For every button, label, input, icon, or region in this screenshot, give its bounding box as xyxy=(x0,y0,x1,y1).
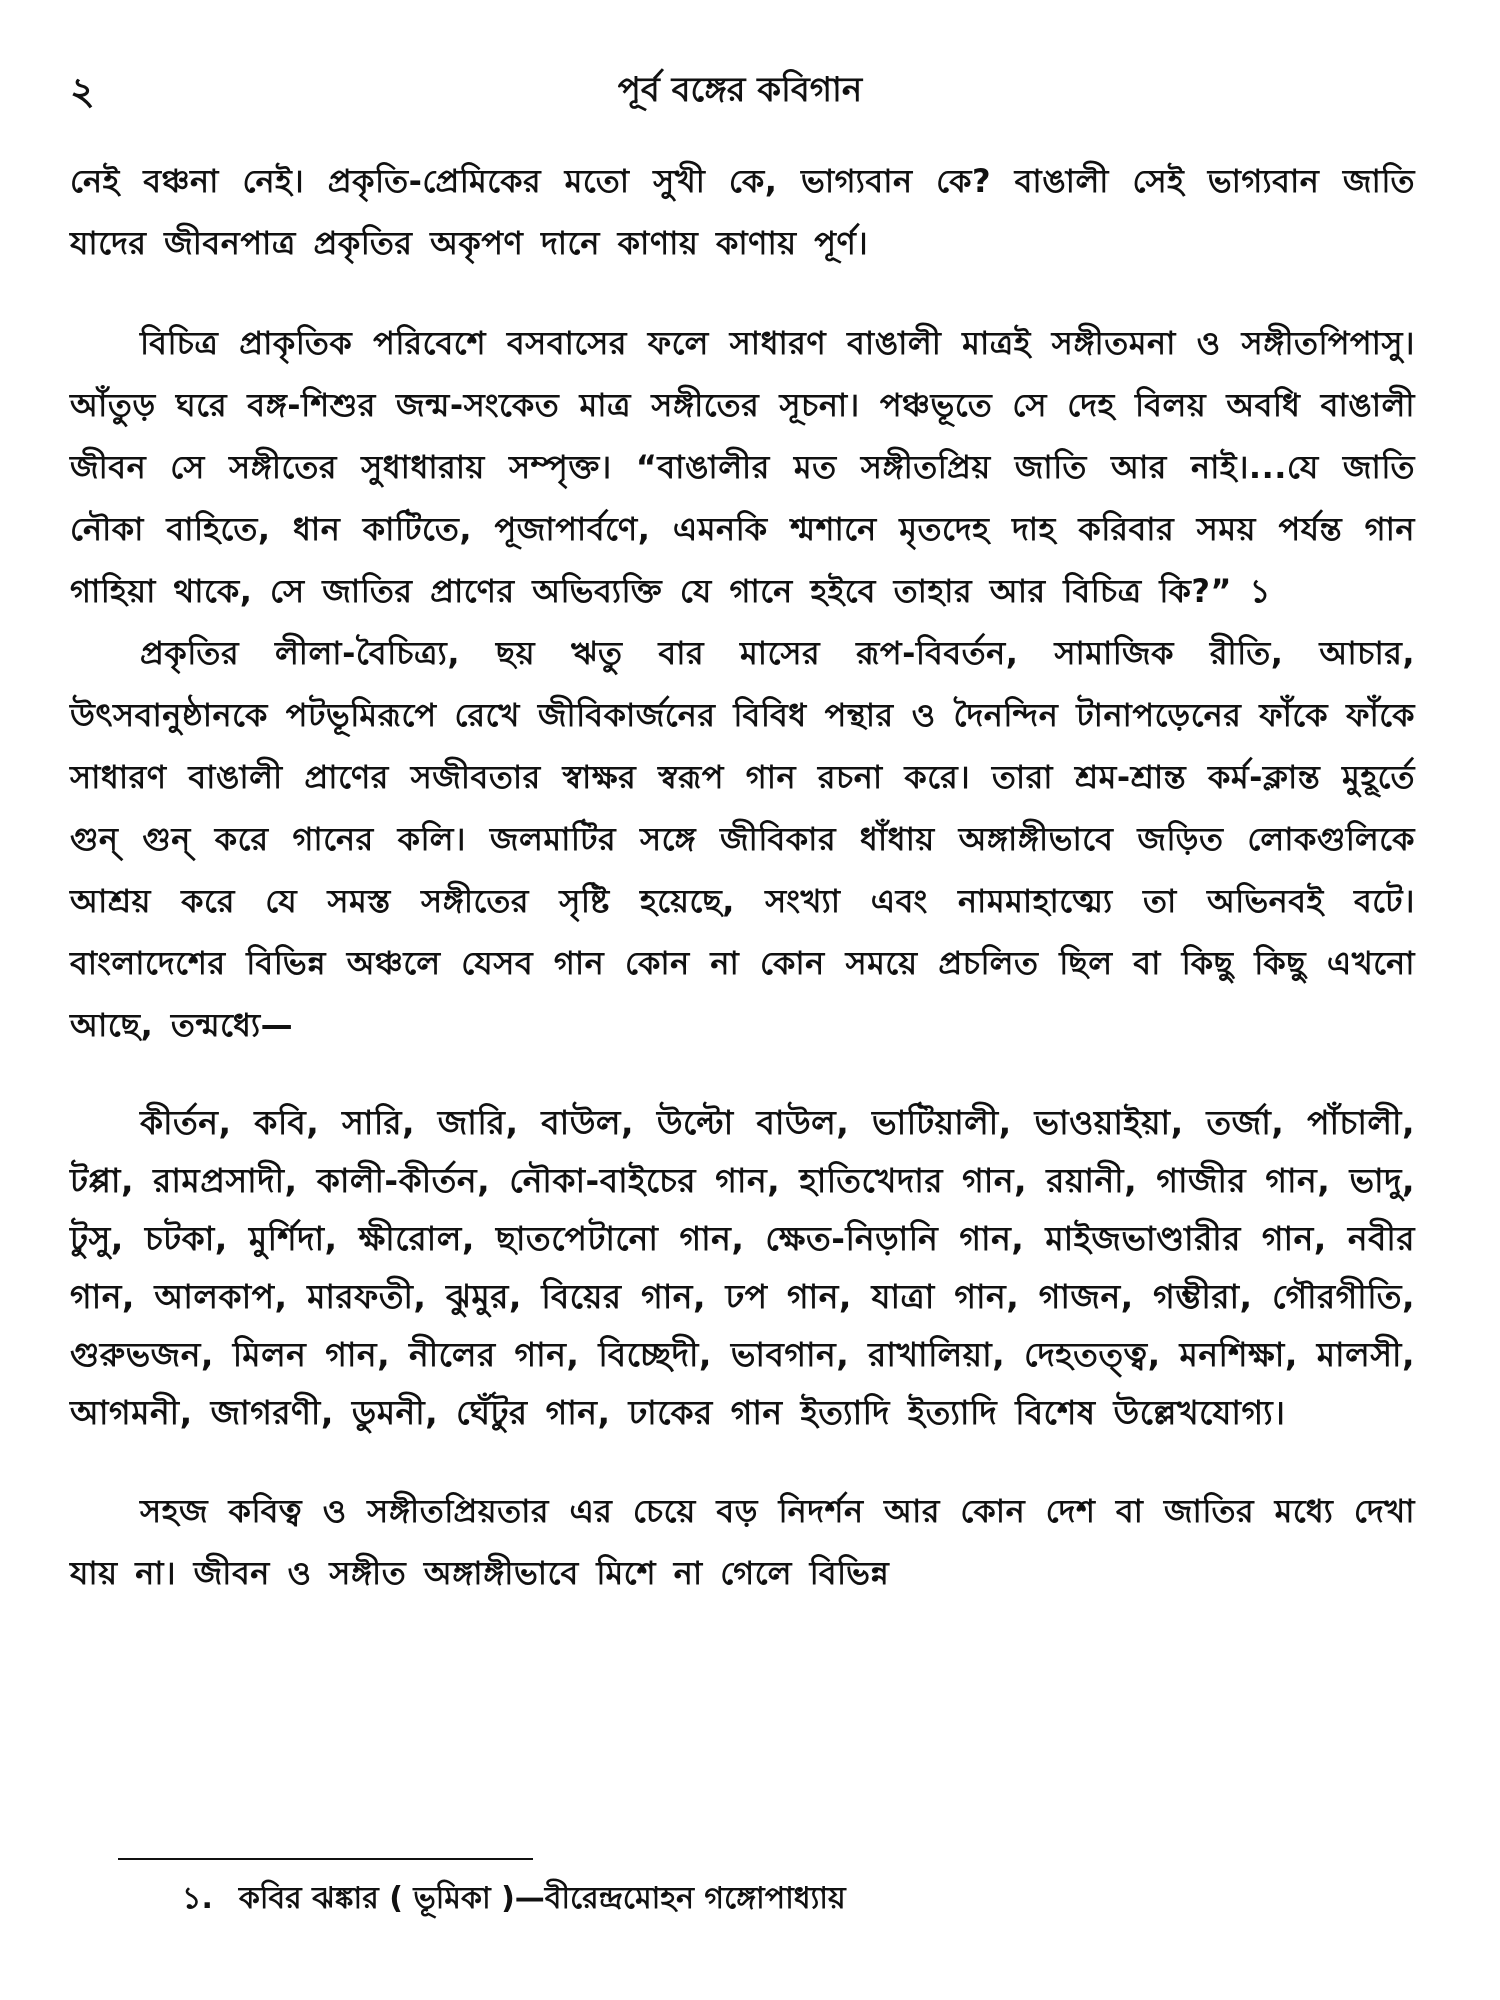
body-text xyxy=(70,150,1415,1604)
footnote-text: কবির ঝঙ্কার ( ভূমিকা )—বীরেন্দ্রমোহন গঙ্গোপাধ্যায় xyxy=(238,1881,846,1916)
running-title: পূর্ব বঙ্গের কবিগান xyxy=(617,70,863,110)
footnote-number: ১. xyxy=(182,1881,213,1916)
paragraph-3: প্রকৃতির লীলা-বৈচিত্র্য, ছয় ঋতু বার মাসের রূপ-বিবর্তন, সামাজিক রীতি, আচার, উৎসবানুষ্ঠানকে পটভূমিরূপে রেখে জীবিকার্জনের বিবিধ পন্থার ও দৈনন্দিন টানাপড়েনের ফাঁকে ফাঁকে সাধারণ বাঙালী প্রাণের সজীবতার স্বাক্ষর স্বরূপ গান রচনা করে। তারা শ্রম-শ্রান্ত কর্ম-ক্লান্ত মুহূর্তে গুন্ গুন্ করে গানের কলি। জলমাটির সঙ্গে জীবিকার ধাঁধায় অঙ্গাঙ্গীভাবে জড়িত লোকগুলিকে আশ্রয় করে যে সমস্ত সঙ্গীতের সৃষ্টি হয়েছে, সংখ্যা এবং নামমাহাত্ম্যে তা অভিনবই বটে। বাংলাদেশের বিভিন্ন অঞ্চলে যেসব গান কোন না কোন সময়ে প্রচলিত ছিল বা কিছু কিছু এখনো আছে, তন্মধ্যে— xyxy=(70,634,1415,1044)
page-number: ২ xyxy=(70,69,95,113)
song-types-paragraph: কীর্তন, কবি, সারি, জারি, বাউল, উল্টো বাউল, ভাটিয়ালী, ভাওয়াইয়া, তর্জা, পাঁচালী, টপ্পা, রামপ্রসাদী, কালী-কীর্তন, নৌকা-বাইচের গান, হাতিখেদার গান, রয়ানী, গাজীর গান, ভাদু, টুসু, চটকা, মুর্শিদা, ক্ষীরোল, ছাতপেটানো গান, ক্ষেত-নিড়ানি গান, মাইজভাণ্ডারীর গান, নবীর গান, আলকাপ, মারফতী, ঝুমুর, বিয়ের গান, ঢপ গান, যাত্রা গান, গাজন, গম্ভীরা, গৌরগীতি, গুরুভজন, মিলন গান, নীলের গান, বিচ্ছেদী, ভাবগান, রাখালিয়া, দেহতত্ত্ব, মনশিক্ষা, মালসী, আগমনী, জাগরণী, ডুমনী, ঘেঁটুর গান, ঢাকের গান ইত্যাদি ইত্যাদি বিশেষ উল্লেখযোগ্য। xyxy=(70,1103,1415,1432)
paragraph-1: নেই বঞ্চনা নেই। প্রকৃতি-প্রেমিকের মতো সুখী কে, ভাগ্যবান কে? বাঙালী সেই ভাগ্যবান জাতি যাদের জীবনপাত্র প্রকৃতির অকৃপণ দানে কাণায় কাণায় পূর্ণ। xyxy=(70,162,1415,262)
footnote xyxy=(182,1874,846,1925)
paragraph-2: বিচিত্র প্রাকৃতিক পরিবেশে বসবাসের ফলে সাধারণ বাঙালী মাত্রই সঙ্গীতমনা ও সঙ্গীতপিপাসু। আঁতুড় ঘরে বঙ্গ-শিশুর জন্ম-সংকেত মাত্র সঙ্গীতের সূচনা। পঞ্চভূতে সে দেহ বিলয় অবধি বাঙালী জীবন সে সঙ্গীতের সুধাধারায় সম্পৃক্ত। “বাঙালীর মত সঙ্গীতপ্রিয় জাতি আর নাই।...যে জাতি নৌকা বাহিতে, ধান কাটিতে, পূজাপার্বণে, এমনকি শ্মশানে মৃতদেহ দাহ করিবার সময় পর্যন্ত গান গাহিয়া থাকে, সে জাতির প্রাণের অভিব্যক্তি যে গানে হইবে তাহার আর বিচিত্র কি?” ১ xyxy=(70,324,1415,610)
footnote-divider xyxy=(118,1858,533,1860)
paragraph-5: সহজ কবিত্ব ও সঙ্গীতপ্রিয়তার এর চেয়ে বড় নিদর্শন আর কোন দেশ বা জাতির মধ্যে দেখা যায় না। জীবন ও সঙ্গীত অঙ্গাঙ্গীভাবে মিশে না গেলে বিভিন্ন xyxy=(70,1492,1415,1592)
page-header xyxy=(70,62,1410,122)
